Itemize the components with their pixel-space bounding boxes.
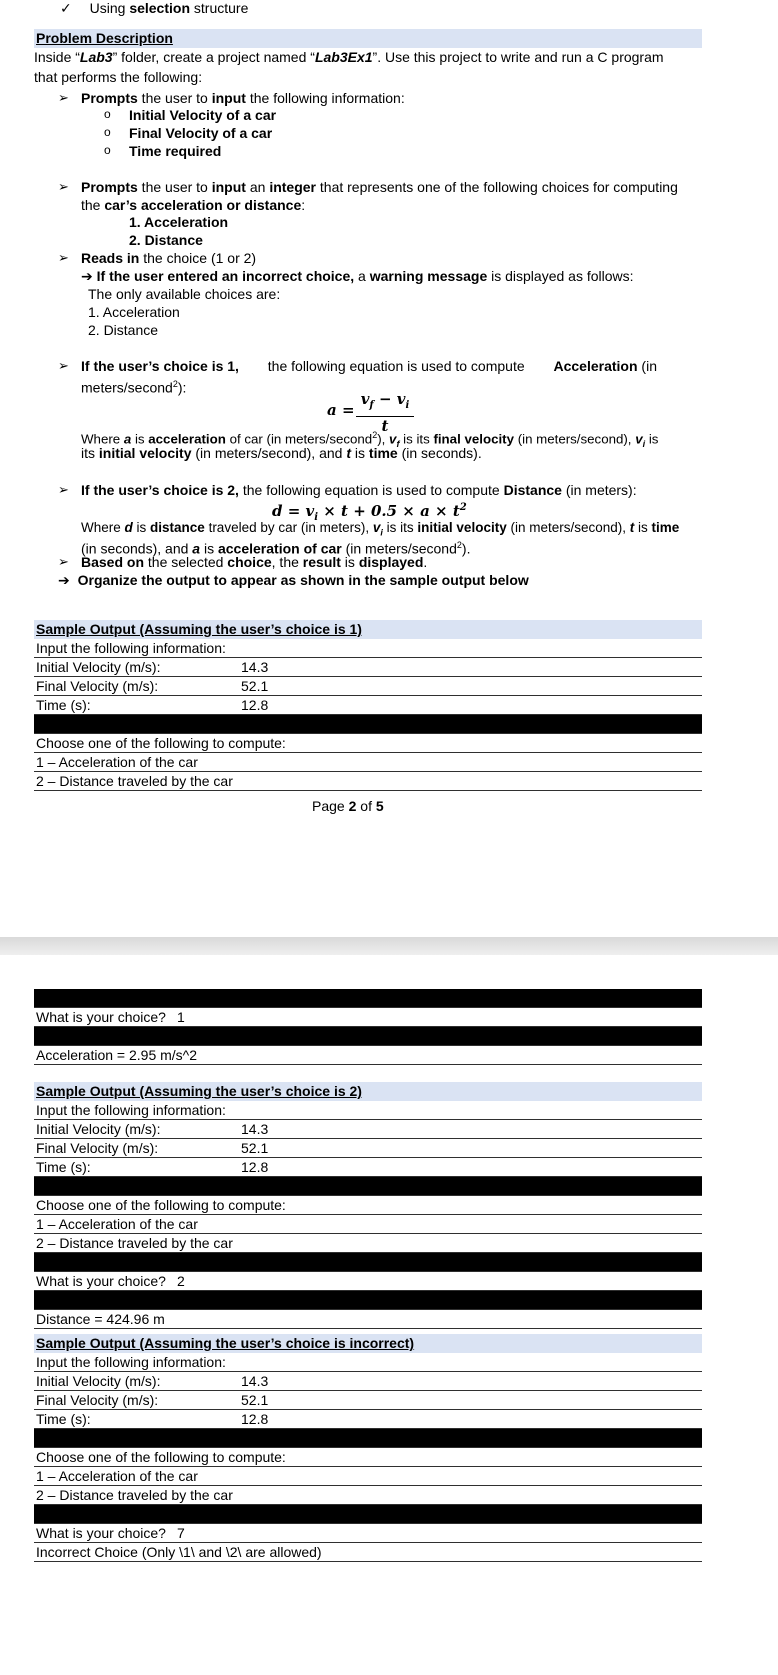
console-row: Input the following information: <box>34 639 702 658</box>
arrow-bullet-icon: ➢ <box>58 90 69 105</box>
console-row: 1 – Acceleration of the car <box>34 1467 702 1486</box>
circle-bullet-icon: o <box>104 143 111 157</box>
prompt-integer-line-2: the car’s acceleration or distance: <box>81 197 306 213</box>
console-row: Choose one of the following to compute: <box>34 1196 702 1215</box>
sample-output-2-header: Sample Output (Assuming the user’s choice is 2) <box>34 1082 702 1101</box>
circle-bullet-icon: o <box>104 125 111 139</box>
console-row <box>34 1429 702 1448</box>
arrow-bullet-icon: ➢ <box>58 179 69 194</box>
result-line: Based on the selected choice, the result is displayed. <box>81 554 428 570</box>
prompt-integer-line-1: Prompts the user to input an integer that represents one of the following choices for computing <box>81 179 678 195</box>
console-row: Choose one of the following to compute: <box>34 734 702 753</box>
console-row: 1 – Acceleration of the car <box>34 1215 702 1234</box>
sample-output-3-console <box>34 1353 702 1562</box>
list-item: Time required <box>129 143 222 159</box>
list-item: Final Velocity of a car <box>129 125 273 141</box>
warning-line: 2. Distance <box>88 322 159 338</box>
where-distance-line-2: (in seconds), and a is acceleration of car (in meters/second$^2$). <box>81 540 471 557</box>
sample-output-1-header: Sample Output (Assuming the user’s choice is 1) <box>34 620 702 639</box>
page-break <box>0 937 778 955</box>
arrow-bullet-icon: ➢ <box>58 554 69 569</box>
console-row <box>34 1177 702 1196</box>
list-item: Initial Velocity of a car <box>129 107 277 123</box>
right-arrow-icon: ➔ <box>58 572 70 588</box>
console-row: Time (s): 12.8 <box>34 1410 702 1429</box>
console-row: What is your choice? 2 <box>34 1272 702 1291</box>
sample-output-3-header: Sample Output (Assuming the user’s choice is incorrect) <box>34 1334 702 1353</box>
where-acceleration-line-1: Where a is acceleration of car (in meters/second$^2$), $v_f$ is its final velocity (in meters/second), $v_i$ is <box>81 430 659 450</box>
incorrect-choice-line: ➔ If the user entered an incorrect choice, a warning message is displayed as follows: <box>81 268 634 284</box>
console-row: Final Velocity (m/s): 52.1 <box>34 677 702 696</box>
console-row <box>34 1505 702 1524</box>
circle-bullet-icon: o <box>104 107 111 121</box>
where-distance-line-1: Where d is distance traveled by car (in meters), $v_i$ is its initial velocity (in meters/second), t is time <box>81 520 680 538</box>
sample-output-1-console-continued <box>34 989 702 1065</box>
console-row <box>34 1027 702 1046</box>
check-icon: ✓ <box>60 0 72 16</box>
console-row <box>34 989 702 1008</box>
equation-distance: $d = v_i \times t + 0.5 \times a \times t^2$ <box>272 502 467 523</box>
choice-2-line: If the user’s choice is 2, the following equation is used to compute Distance (in meters): <box>81 482 637 498</box>
sample-output-2-console <box>34 1101 702 1329</box>
list-item: 2. Distance <box>129 232 203 248</box>
problem-description-header: Problem Description <box>34 29 702 48</box>
equation-fraction: $v_f - v_i$ t <box>356 389 414 435</box>
console-row <box>34 715 702 734</box>
console-row: 1 – Acceleration of the car <box>34 753 702 772</box>
console-row: Choose one of the following to compute: <box>34 1448 702 1467</box>
warning-line: The only available choices are: <box>88 286 281 302</box>
arrow-bullet-icon: ➢ <box>58 482 69 497</box>
console-row <box>34 1253 702 1272</box>
arrow-bullet-icon: ➢ <box>58 358 69 373</box>
console-row: Incorrect Choice (Only \1\ and \2\ are allowed) <box>34 1543 702 1562</box>
organize-line: ➔ Organize the output to appear as shown in the sample output below <box>58 572 529 588</box>
choice-1-units: meters/second$^2$): <box>81 379 187 396</box>
console-row: Distance = 424.96 m <box>34 1310 702 1329</box>
console-row: Final Velocity (m/s): 52.1 <box>34 1139 702 1158</box>
console-row: Initial Velocity (m/s): 14.3 <box>34 1372 702 1391</box>
console-row: What is your choice? 7 <box>34 1524 702 1543</box>
reads-in-line: Reads in the choice (1 or 2) <box>81 250 257 266</box>
console-row: Initial Velocity (m/s): 14.3 <box>34 658 702 677</box>
console-row: 2 – Distance traveled by the car <box>34 772 702 791</box>
console-row: Initial Velocity (m/s): 14.3 <box>34 1120 702 1139</box>
list-item: 1. Acceleration <box>129 214 229 230</box>
console-row: 2 – Distance traveled by the car <box>34 1234 702 1253</box>
console-row: Final Velocity (m/s): 52.1 <box>34 1391 702 1410</box>
console-row: Time (s): 12.8 <box>34 1158 702 1177</box>
console-row: 2 – Distance traveled by the car <box>34 1486 702 1505</box>
console-row: What is your choice? 1 <box>34 1008 702 1027</box>
top-item: ✓ Using selection structure <box>60 0 249 16</box>
prompt-input-line: Prompts the user to input the following information: <box>81 90 405 106</box>
choice-1-line: If the user’s choice is 1, the following equation is used to compute Acceleration (in <box>81 358 657 374</box>
right-arrow-icon: ➔ <box>81 268 93 284</box>
console-row: Input the following information: <box>34 1101 702 1120</box>
equation-acceleration: a = <box>327 401 355 419</box>
page-number: Page 2 of 5 <box>312 798 384 814</box>
warning-line: 1. Acceleration <box>88 304 180 320</box>
console-row: Acceleration = 2.95 m/s^2 <box>34 1046 702 1065</box>
where-acceleration-line-2: its initial velocity (in meters/second), and t is time (in seconds). <box>81 445 482 461</box>
console-row <box>34 1291 702 1310</box>
intro-line-2: that performs the following: <box>34 69 203 85</box>
intro-line-1: Inside “Lab3” folder, create a project named “Lab3Ex1”. Use this project to write and run a C program <box>34 49 664 65</box>
console-row: Input the following information: <box>34 1353 702 1372</box>
console-row: Time (s): 12.8 <box>34 696 702 715</box>
arrow-bullet-icon: ➢ <box>58 250 69 265</box>
sample-output-1-console <box>34 639 702 791</box>
